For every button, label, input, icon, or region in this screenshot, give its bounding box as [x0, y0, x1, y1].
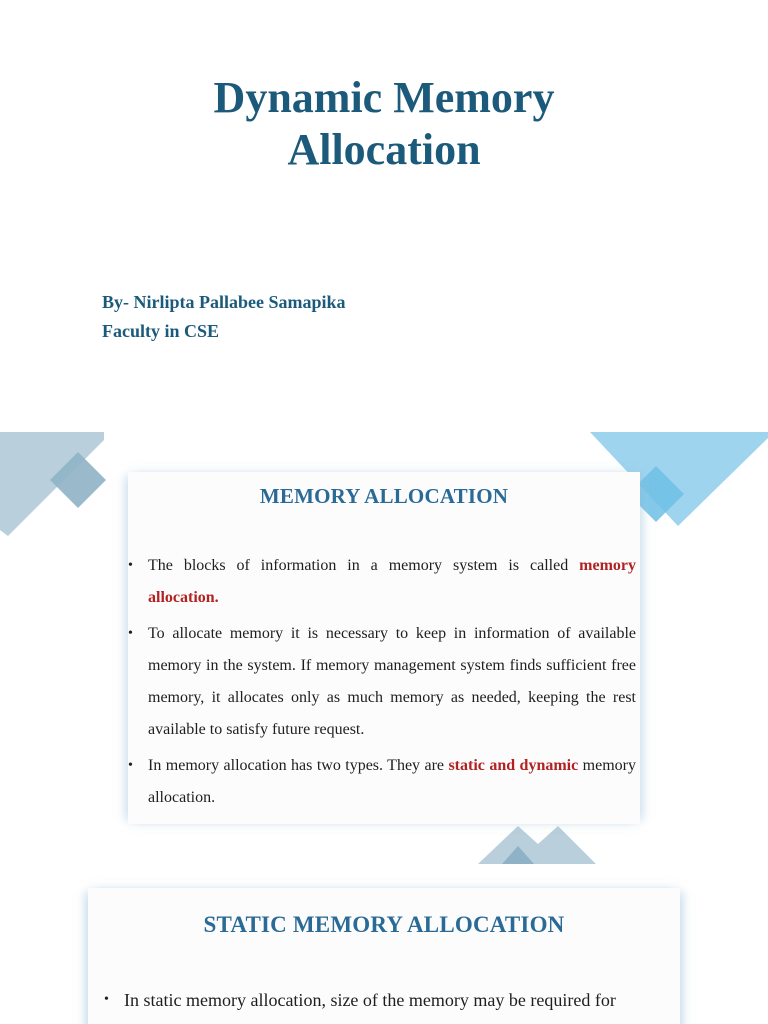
slide-heading: MEMORY ALLOCATION [259, 484, 509, 508]
bullet-highlight: static and dynamic [448, 757, 579, 774]
list-item [104, 984, 674, 1016]
bullet-text: In memory allocation has two types. They are [148, 757, 449, 774]
author-name: By- Nirlipta Pallabee Samapika [102, 292, 346, 312]
page-title [0, 72, 768, 176]
bullet-list [104, 984, 674, 1020]
bullet-icon: • [128, 626, 133, 641]
bullet-icon: • [128, 758, 133, 773]
author-role: Faculty in CSE [102, 321, 220, 341]
bullet-highlight: memory allocation. [148, 557, 636, 606]
title-line-1: Dynamic Memory [213, 73, 555, 122]
decorative-triangles-middle [478, 824, 598, 866]
slide-heading: STATIC MEMORY ALLOCATION [203, 912, 565, 937]
bullet-text: To allocate memory it is necessary to keep in information of available memory in the system. If memory management system finds sufficient free memory, it allocates only as much memory as needed, keeping the rest available to satisfy future request. [148, 625, 636, 738]
slide-memory-allocation [128, 472, 640, 824]
list-item [128, 618, 636, 746]
list-item [128, 550, 636, 614]
list-item [128, 750, 636, 814]
bullet-text-after: memory allocation. [148, 757, 636, 806]
bullet-list [128, 550, 636, 818]
author-block [102, 288, 346, 346]
title-line-2: Allocation [287, 125, 481, 174]
bullet-text: In static memory allocation, size of the memory may be required for [124, 990, 616, 1010]
decorative-diamond-left [0, 432, 110, 536]
slide-static-memory-allocation [88, 888, 680, 1024]
bullet-icon: • [128, 558, 133, 573]
bullet-icon: • [104, 992, 109, 1007]
bullet-text: The blocks of information in a memory system is called [148, 557, 580, 574]
